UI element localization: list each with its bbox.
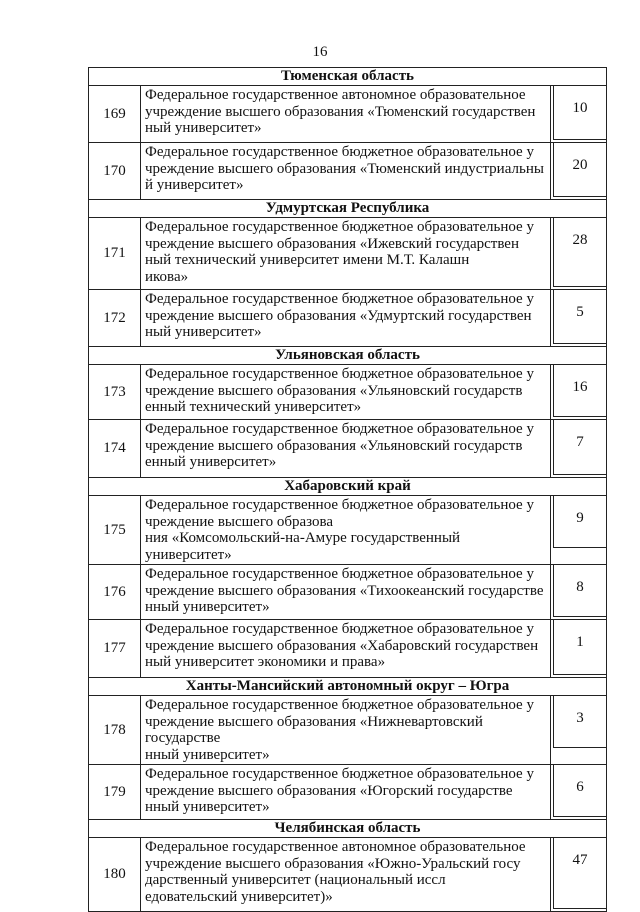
table-row [89, 365, 607, 420]
quota-value: 47 [553, 838, 606, 909]
region-name: Ульяновская область [89, 347, 607, 365]
region-header-row [89, 68, 607, 86]
row-number: 171 [89, 218, 141, 290]
region-header-row [89, 820, 607, 838]
table-row [89, 86, 607, 143]
quota-cell [551, 765, 607, 820]
institution-cell [141, 838, 551, 912]
institution-cell [141, 496, 551, 565]
quota-cell [551, 838, 607, 912]
quota-cell [551, 620, 607, 678]
quota-value: 28 [553, 218, 606, 287]
region-header-row [89, 478, 607, 496]
institution-name: Федеральное государственное бюджетное образовательное у чреждение высшего образования «Ижевский государствен ный технический университет имени М.Т. Калашн икова» [145, 219, 534, 285]
institution-name: Федеральное государственное автономное образовательное учреждение высшего образования «Южно-Уральский госу дарственный университет (национальный иссл едовательский университет)» [145, 839, 526, 905]
institution-name: Федеральное государственное бюджетное образовательное у чреждение высшего образования «Удмуртский государствен ный университет» [145, 291, 534, 340]
row-number: 177 [89, 620, 141, 678]
row-number: 170 [89, 143, 141, 200]
table-row [89, 620, 607, 678]
row-number: 178 [89, 696, 141, 765]
institution-cell [141, 290, 551, 347]
quota-cell [551, 696, 607, 765]
table-row [89, 290, 607, 347]
region-header-row [89, 200, 607, 218]
region-header-row [89, 347, 607, 365]
quota-value: 1 [553, 620, 606, 675]
region-header-row [89, 678, 607, 696]
region-name: Хабаровский край [89, 478, 607, 496]
quota-cell [551, 565, 607, 620]
institution-cell [141, 143, 551, 200]
table-row [89, 565, 607, 620]
institution-name: Федеральное государственное бюджетное образовательное у чреждение высшего образования «Тихоокеанский государстве нный университет» [145, 566, 544, 615]
quota-cell [551, 86, 607, 143]
institution-cell [141, 765, 551, 820]
table-row [89, 765, 607, 820]
institution-name: Федеральное государственное бюджетное образовательное у чреждение высшего образования «Ульяновский государств енный университет» [145, 421, 534, 470]
page-number: 16 [312, 44, 328, 60]
quota-cell [551, 420, 607, 478]
table-row [89, 838, 607, 912]
institution-name: Федеральное государственное бюджетное образовательное у чреждение высшего образова ния «Комсомольский-на-Амуре государственный университет» [145, 497, 534, 563]
institution-name: Федеральное государственное бюджетное образовательное у чреждение высшего образования «Ульяновский государств енный технический университет» [145, 366, 534, 415]
table-body [89, 68, 607, 912]
institution-name: Федеральное государственное бюджетное образовательное у чреждение высшего образования «Тюменский индустриальны й университет» [145, 144, 544, 193]
quota-value: 6 [553, 765, 606, 817]
quota-value: 8 [553, 565, 606, 617]
row-number: 175 [89, 496, 141, 565]
region-name: Челябинская область [89, 820, 607, 838]
region-name: Тюменская область [89, 68, 607, 86]
institution-cell [141, 420, 551, 478]
row-number: 179 [89, 765, 141, 820]
quota-table [88, 67, 607, 912]
table-row [89, 420, 607, 478]
institution-cell [141, 620, 551, 678]
quota-value: 9 [553, 496, 606, 548]
institution-cell [141, 365, 551, 420]
row-number: 173 [89, 365, 141, 420]
institution-cell [141, 565, 551, 620]
quota-cell [551, 365, 607, 420]
quota-value: 20 [553, 143, 606, 197]
quota-value: 3 [553, 696, 606, 748]
quota-cell [551, 143, 607, 200]
institution-name: Федеральное государственное автономное образовательное учреждение высшего образования «Тюменский государствен ный университет» [145, 87, 536, 136]
institution-name: Федеральное государственное бюджетное образовательное у чреждение высшего образования «Югорский государстве нный университет» [145, 766, 534, 815]
institution-cell [141, 86, 551, 143]
quota-value: 5 [553, 290, 606, 344]
institution-name: Федеральное государственное бюджетное образовательное у чреждение высшего образования «Нижневартовский государстве нный университет» [145, 697, 534, 763]
quota-cell [551, 496, 607, 565]
row-number: 169 [89, 86, 141, 143]
table-row [89, 696, 607, 765]
institution-cell [141, 218, 551, 290]
table-row [89, 496, 607, 565]
region-name: Удмуртская Республика [89, 200, 607, 218]
institution-cell [141, 696, 551, 765]
table-row [89, 143, 607, 200]
quota-cell [551, 218, 607, 290]
region-name: Ханты-Мансийский автономный округ – Югра [89, 678, 607, 696]
table-row [89, 218, 607, 290]
institution-name: Федеральное государственное бюджетное образовательное у чреждение высшего образования «Хабаровский государствен ный университет экономики и права» [145, 621, 539, 670]
quota-cell [551, 290, 607, 347]
quota-value: 7 [553, 420, 606, 475]
row-number: 174 [89, 420, 141, 478]
quota-value: 10 [553, 86, 606, 140]
row-number: 176 [89, 565, 141, 620]
row-number: 172 [89, 290, 141, 347]
row-number: 180 [89, 838, 141, 912]
quota-value: 16 [553, 365, 606, 417]
